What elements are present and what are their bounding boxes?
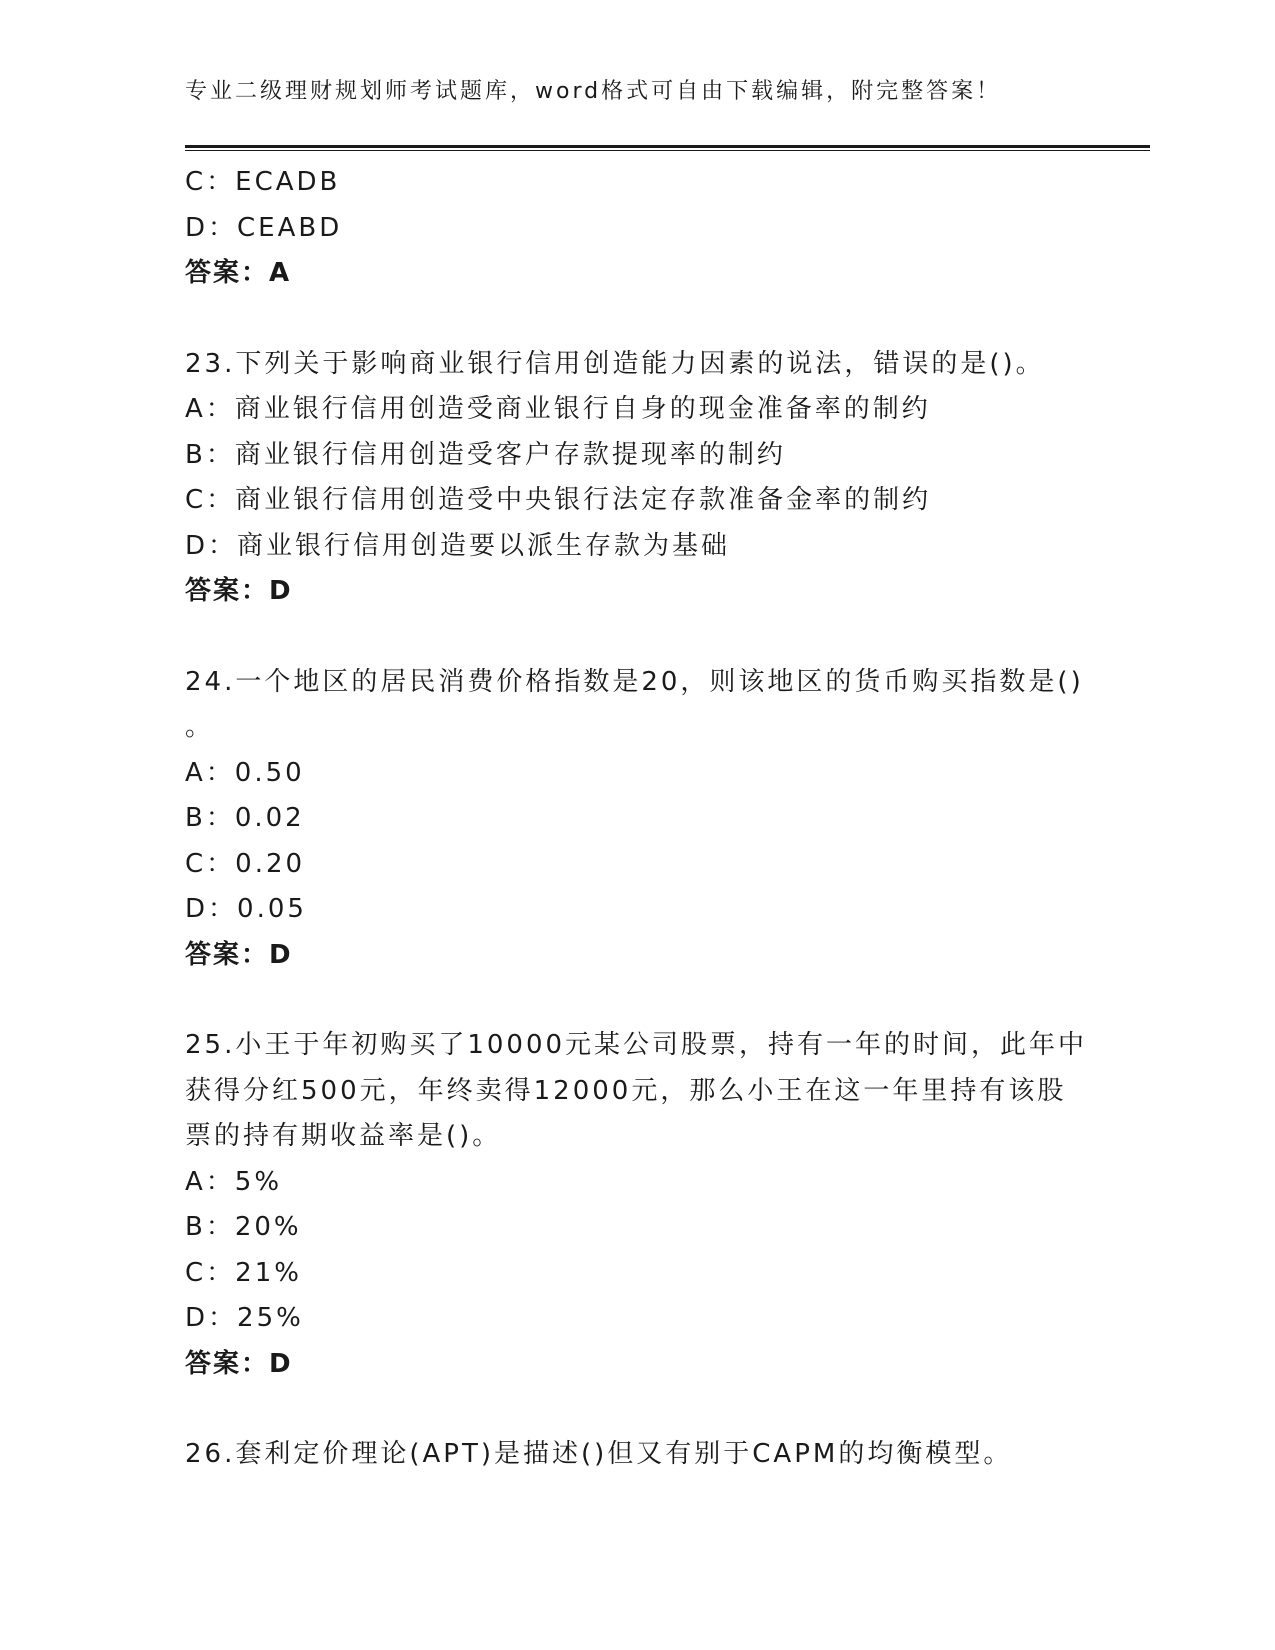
header-divider-thin bbox=[185, 150, 1150, 151]
option-d: D：0.05 bbox=[185, 894, 307, 924]
option-c: C：ECADB bbox=[185, 167, 341, 197]
answer-line: 答案：D bbox=[185, 576, 293, 606]
option-b: B：0.02 bbox=[185, 803, 305, 833]
question-stem: 26.套利定价理论(APT)是描述()但又有别于CAPM的均衡模型。 bbox=[185, 1439, 1013, 1469]
option-d: D：商业银行信用创造要以派生存款为基础 bbox=[185, 530, 731, 561]
option-c: C：21% bbox=[185, 1257, 302, 1288]
option-a: A：0.50 bbox=[185, 757, 305, 788]
question-23 bbox=[185, 342, 1085, 615]
question-stem-line-1: 24.一个地区的居民消费价格指数是20，则该地区的货币购买指数是() bbox=[185, 666, 1084, 697]
answer-line: 答案：D bbox=[185, 939, 293, 970]
answer-line: 答案：D bbox=[185, 1348, 293, 1379]
question-stem-line-3: 票的持有期收益率是()。 bbox=[185, 1121, 502, 1151]
question-24 bbox=[185, 660, 1085, 979]
prev-question-block bbox=[185, 160, 1085, 297]
option-d: D：CEABD bbox=[185, 212, 343, 243]
page-header-title: 专业二级理财规划师考试题库，word格式可自由下载编辑，附完整答案！ bbox=[185, 79, 1002, 104]
question-26 bbox=[185, 1432, 1085, 1478]
option-b: B：20% bbox=[185, 1212, 302, 1242]
option-b: B：商业银行信用创造受客户存款提现率的制约 bbox=[185, 439, 786, 470]
question-stem-line-2: 。 bbox=[185, 712, 215, 742]
question-stem-line-1: 25.小王于年初购买了10000元某公司股票，持有一年的时间，此年中 bbox=[185, 1030, 1088, 1060]
option-a: A：商业银行信用创造受商业银行自身的现金准备率的制约 bbox=[185, 394, 931, 424]
answer-line: 答案：A bbox=[185, 258, 292, 288]
question-stem: 23.下列关于影响商业银行信用创造能力因素的说法，错误的是()。 bbox=[185, 348, 1045, 379]
option-a: A：5% bbox=[185, 1166, 283, 1197]
option-d: D：25% bbox=[185, 1303, 304, 1333]
option-c: C：商业银行信用创造受中央银行法定存款准备金率的制约 bbox=[185, 485, 932, 515]
header-divider-thick bbox=[185, 145, 1150, 148]
question-stem-line-2: 获得分红500元，年终卖得12000元，那么小王在这一年里持有该股 bbox=[185, 1075, 1067, 1106]
document-body bbox=[185, 160, 1088, 1478]
question-25 bbox=[185, 1023, 1088, 1387]
option-c: C：0.20 bbox=[185, 848, 306, 879]
